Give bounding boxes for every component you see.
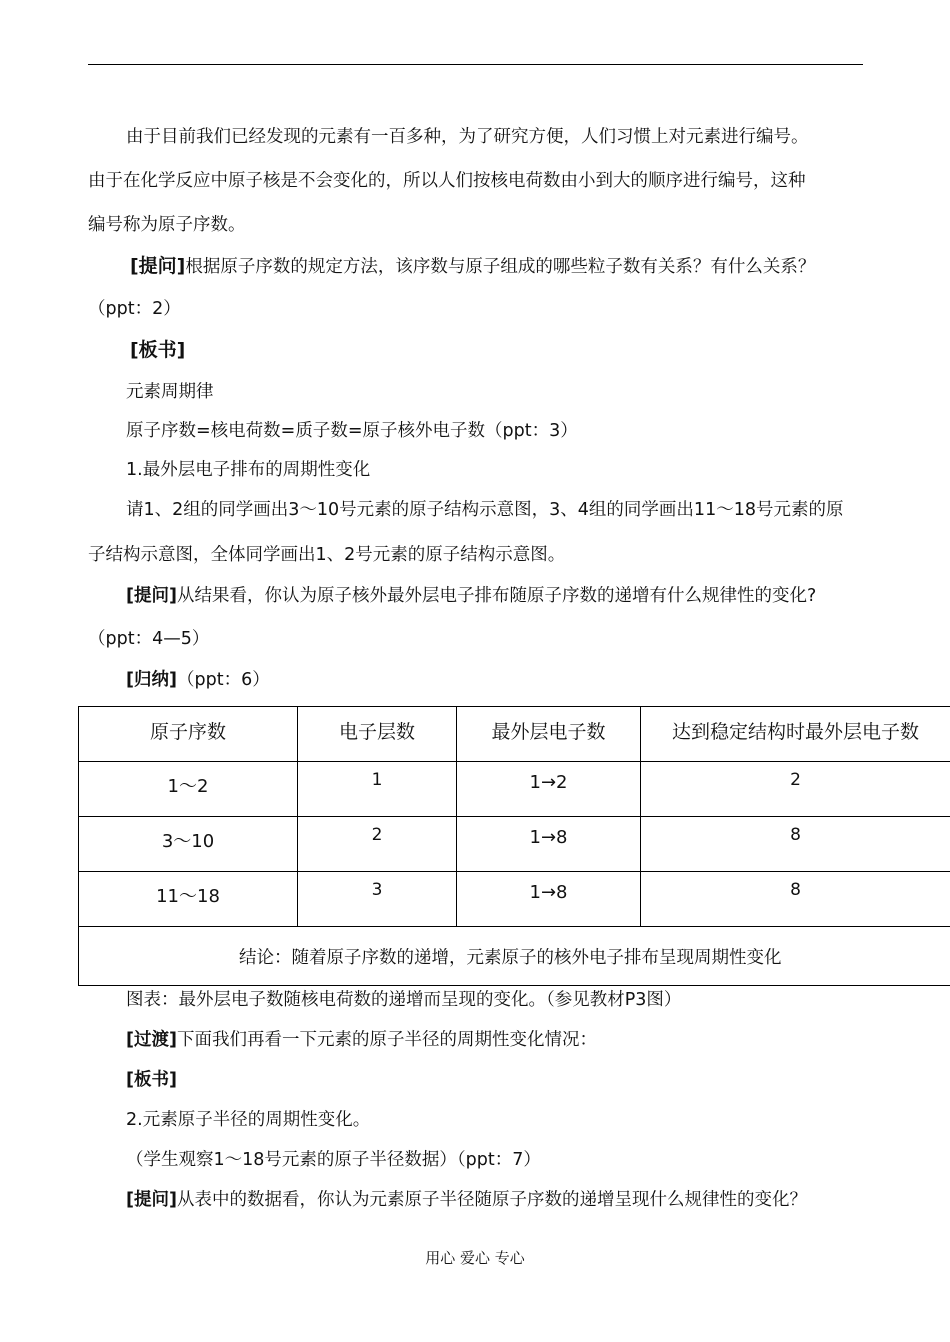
question-text: 从表中的数据看，你认为元素原子半径随原子序数的递增呈现什么规律性的变化？	[177, 1190, 807, 1210]
chart-note: 图表：最外层电子数随核电荷数的递增而呈现的变化。（参见教材P3图）	[126, 990, 682, 1010]
table-header-cell: 最外层电子数	[457, 707, 641, 762]
page-footer: 用心 爱心 专心	[425, 1249, 525, 1267]
table-cell: 8	[641, 872, 950, 927]
subsection-title: 1.最外层电子排布的周期性变化	[126, 460, 371, 480]
table-cell: 1→2	[457, 762, 641, 817]
summary-tag: [归纳]	[126, 670, 177, 690]
table-cell: 2	[298, 817, 457, 872]
table-row	[79, 762, 950, 817]
blackboard-tag: [板书]	[130, 339, 186, 361]
paragraph-line: 编号称为原子序数。	[88, 215, 246, 235]
table-cell: 3～10	[79, 817, 298, 872]
table-header-cell: 达到稳定结构时最外层电子数	[641, 707, 950, 762]
table-cell: 1	[298, 762, 457, 817]
question-text: 从结果看，你认为原子核外最外层电子排布随原子序数的递增有什么规律性的变化?	[177, 586, 817, 606]
table-cell: 11～18	[79, 872, 298, 927]
table-cell: 1→8	[457, 872, 641, 927]
table-cell: 3	[298, 872, 457, 927]
transition-text: 下面我们再看一下元素的原子半径的周期性变化情况：	[177, 1030, 597, 1050]
blackboard-tag: [板书]	[126, 1070, 177, 1090]
table-header-row	[79, 707, 950, 762]
paragraph-line: 子结构示意图，全体同学画出1、2号元素的原子结构示意图。	[88, 545, 566, 565]
paragraph-line: 请1、2组的同学画出3～10号元素的原子结构示意图，3、4组的同学画出11～18号元素的原	[126, 500, 844, 520]
question-tag: [提问]	[126, 586, 177, 606]
question-tag: [提问]	[130, 255, 186, 277]
subsection-title: 2.元素原子半径的周期性变化。	[126, 1110, 371, 1130]
table-header-cell: 原子序数	[79, 707, 298, 762]
table-cell: 1～2	[79, 762, 298, 817]
question-tag: [提问]	[126, 1190, 177, 1210]
table-cell: 2	[641, 762, 950, 817]
summary-line	[126, 669, 270, 691]
section-title: 元素周期律	[126, 382, 214, 402]
table-header-cell: 电子层数	[298, 707, 457, 762]
table-cell: 1→8	[457, 817, 641, 872]
ppt-ref: （ppt：6）	[177, 670, 270, 690]
formula-line: 原子序数=核电荷数=质子数=原子核外电子数（ppt：3）	[126, 421, 578, 441]
question-text: 根据原子序数的规定方法，该序数与原子组成的哪些粒子数有关系？有什么关系？	[185, 257, 816, 277]
table-row	[79, 872, 950, 927]
transition-line	[126, 1029, 597, 1051]
table-conclusion-row	[79, 927, 950, 986]
table-cell: 8	[641, 817, 950, 872]
table-conclusion: 结论：随着原子序数的递增，元素原子的核外电子排布呈现周期性变化	[79, 927, 950, 986]
paragraph-line: 由于在化学反应中原子核是不会变化的，所以人们按核电荷数由小到大的顺序进行编号，这种	[88, 171, 806, 191]
ppt-ref: （ppt：2）	[88, 299, 181, 319]
question-line-1	[130, 255, 815, 278]
table-row	[79, 817, 950, 872]
question-line-2	[126, 585, 816, 607]
transition-tag: [过渡]	[126, 1030, 177, 1050]
ppt-ref: （ppt：4—5）	[88, 629, 210, 649]
question-line-3	[126, 1189, 807, 1211]
header-rule	[88, 64, 863, 65]
periodic-table-summary	[78, 706, 950, 986]
observation-line: （学生观察1～18号元素的原子半径数据）（ppt：7）	[126, 1150, 541, 1170]
paragraph-line: 由于目前我们已经发现的元素有一百多种，为了研究方便，人们习惯上对元素进行编号。	[126, 127, 809, 147]
